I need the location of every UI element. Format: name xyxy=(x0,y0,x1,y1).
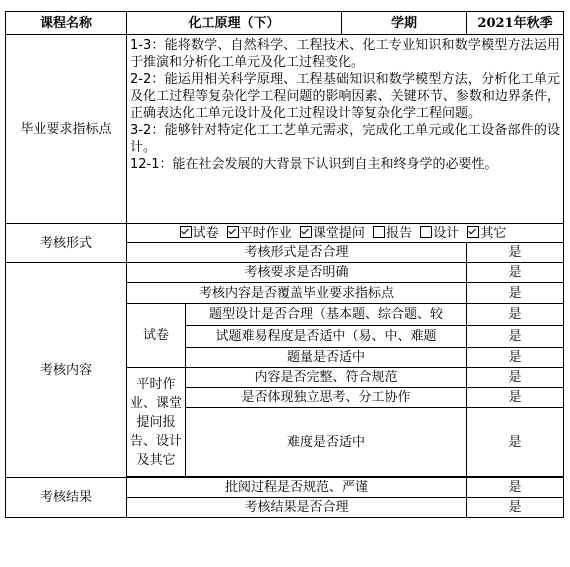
course-assessment-table xyxy=(5,11,564,518)
content-row xyxy=(6,263,564,283)
check-answer: 是 xyxy=(467,408,564,477)
check-answer: 是 xyxy=(467,283,564,304)
exam-label: 试卷 xyxy=(127,304,186,368)
checkbox-icon[interactable] xyxy=(467,226,479,238)
checkbox-icon[interactable] xyxy=(420,226,432,238)
requirement-item: 3-2：能够针对特定化工工艺单元需求，完成化工单元或化工设备部件的设计。 xyxy=(130,123,561,155)
check-question: 考核形式是否合理 xyxy=(127,243,467,263)
requirement-item: 1-3：能将数学、自然科学、工程技术、化工专业知识和数学模型方法运用于推演和分析化工单元及化工过程变化。 xyxy=(130,38,561,70)
checkbox-icon[interactable] xyxy=(180,226,192,238)
check-question: 批阅过程是否规范、严谨 xyxy=(127,478,467,498)
term-value: 2021年秋季 xyxy=(467,12,564,35)
check-answer: 是 xyxy=(467,348,564,368)
other-methods-label: 平时作业、课堂提问报告、设计及其它 xyxy=(127,368,186,477)
course-name-label: 课程名称 xyxy=(6,12,127,35)
check-answer: 是 xyxy=(467,498,564,518)
checkbox-icon[interactable] xyxy=(300,226,312,238)
checkbox-icon[interactable] xyxy=(373,226,385,238)
check-question: 内容是否完整、符合规范 xyxy=(186,368,467,388)
check-question: 难度是否适中 xyxy=(186,408,467,477)
option-class-questions[interactable]: 课堂提问 xyxy=(300,225,365,242)
check-question: 是否体现独立思考、分工协作 xyxy=(186,388,467,408)
checkbox-icon[interactable] xyxy=(227,226,239,238)
option-exam[interactable]: 试卷 xyxy=(180,225,219,242)
assessment-content-label: 考核内容 xyxy=(6,263,127,478)
check-answer: 是 xyxy=(467,478,564,498)
requirements-content xyxy=(127,35,564,224)
check-answer: 是 xyxy=(467,304,564,326)
option-design[interactable]: 设计 xyxy=(420,225,459,242)
option-homework[interactable]: 平时作业 xyxy=(227,225,292,242)
header-row xyxy=(6,12,564,35)
check-question: 考核内容是否覆盖毕业要求指标点 xyxy=(127,283,467,304)
option-report[interactable]: 报告 xyxy=(373,225,412,242)
check-answer: 是 xyxy=(467,368,564,388)
requirement-item: 2-2：能运用相关科学原理、工程基础知识和数学模型方法，分析化工单元及化工过程等复杂化学工程问题的影响因素、关键环节、参数和边界条件，正确表达化工单元设计及化工过程设计等复杂化学工程问题。 xyxy=(130,72,561,121)
check-question: 考核结果是否合理 xyxy=(127,498,467,518)
check-answer: 是 xyxy=(467,263,564,283)
course-name-value: 化工原理（下） xyxy=(127,12,342,35)
check-question: 试题难易程度是否适中（易、中、难题 xyxy=(186,326,467,348)
check-answer: 是 xyxy=(467,326,564,348)
check-answer: 是 xyxy=(467,243,564,263)
requirements-row xyxy=(6,35,564,224)
check-question: 考核要求是否明确 xyxy=(127,263,467,283)
check-question: 题型设计是否合理（基本题、综合题、较 xyxy=(186,304,467,326)
assessment-form-options xyxy=(127,224,564,243)
assessment-form-label: 考核形式 xyxy=(6,224,127,263)
check-question: 题量是否适中 xyxy=(186,348,467,368)
option-other[interactable]: 其它 xyxy=(467,225,506,242)
result-row xyxy=(6,478,564,498)
assessment-result-label: 考核结果 xyxy=(6,478,127,518)
check-answer: 是 xyxy=(467,388,564,408)
term-label: 学期 xyxy=(342,12,467,35)
requirement-item: 12-1：能在社会发展的大背景下认识到自主和终身学的必要性。 xyxy=(130,157,498,172)
requirements-label: 毕业要求指标点 xyxy=(6,35,127,224)
assessment-form-options-row xyxy=(6,224,564,243)
